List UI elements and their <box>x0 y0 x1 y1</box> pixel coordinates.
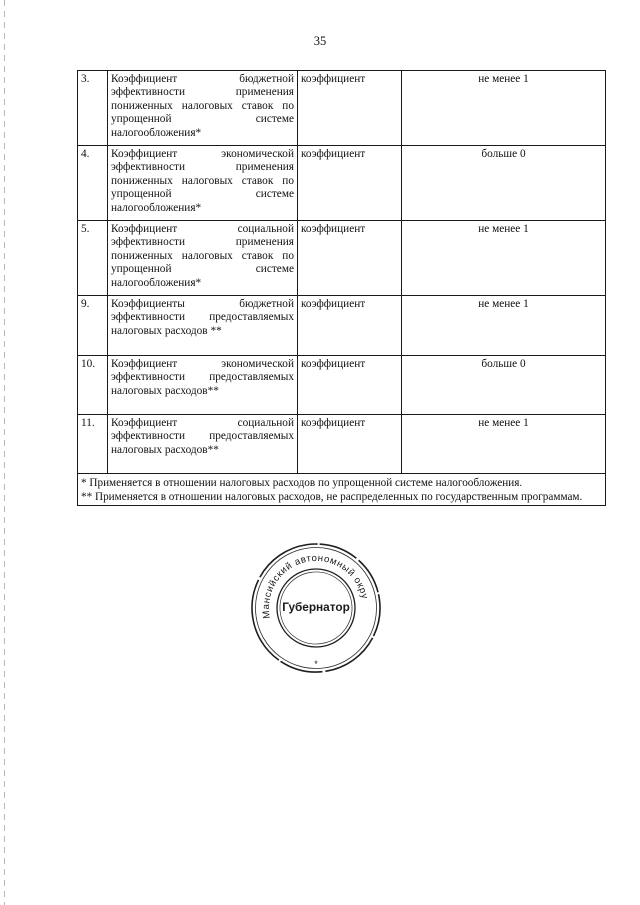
seal-center-text: Губернатор <box>282 600 350 614</box>
unit-cell: коэффициент <box>298 415 402 474</box>
table-row <box>78 71 606 146</box>
target-value: не менее 1 <box>402 415 606 474</box>
target-value: не менее 1 <box>402 221 606 296</box>
unit-cell: коэффициент <box>298 296 402 356</box>
governor-seal <box>248 540 384 676</box>
seal-ring-text: Ханты-Мансийский автономный округ <box>260 552 371 620</box>
indicators-table <box>77 70 606 506</box>
indicator-name: Коэффициенты бюджетной эффективности предоставляемых налоговых расходов ** <box>108 296 298 356</box>
target-value: не менее 1 <box>402 71 606 146</box>
row-number: 4. <box>78 146 108 221</box>
indicator-name: Коэффициент социальной эффективности предоставляемых налоговых расходов** <box>108 415 298 474</box>
unit-cell: коэффициент <box>298 221 402 296</box>
footnote-double-star: ** Применяется в отношении налоговых расходов, не распределенных по государственным программам. <box>81 491 583 503</box>
row-number: 9. <box>78 296 108 356</box>
unit-cell: коэффициент <box>298 146 402 221</box>
footnotes-cell <box>78 474 606 506</box>
row-number: 10. <box>78 356 108 415</box>
indicator-name: Коэффициент бюджетной эффективности применения пониженных налоговых ставок по упрощенной системе налогообложения* <box>108 71 298 146</box>
table-row <box>78 356 606 415</box>
table-row <box>78 146 606 221</box>
page-number: 35 <box>313 34 327 48</box>
table-row <box>78 221 606 296</box>
row-number: 3. <box>78 71 108 146</box>
footnote-single-star: * Применяется в отношении налоговых расходов по упрощенной системе налогообложения. <box>81 477 523 489</box>
target-value: больше 0 <box>402 146 606 221</box>
unit-cell: коэффициент <box>298 71 402 146</box>
row-number: 11. <box>78 415 108 474</box>
target-value: больше 0 <box>402 356 606 415</box>
scan-edge-mark <box>4 0 5 905</box>
indicator-name: Коэффициент экономической эффективности предоставляемых налоговых расходов** <box>108 356 298 415</box>
seal-graphic <box>248 540 384 676</box>
table-row <box>78 415 606 474</box>
table-row <box>78 296 606 356</box>
target-value: не менее 1 <box>402 296 606 356</box>
seal-star-icon: * <box>314 659 318 669</box>
row-number: 5. <box>78 221 108 296</box>
indicator-name: Коэффициент социальной эффективности применения пониженных налоговых ставок по упрощенной системе налогообложения* <box>108 221 298 296</box>
unit-cell: коэффициент <box>298 356 402 415</box>
footnotes-row <box>78 474 606 506</box>
indicator-name: Коэффициент экономической эффективности применения пониженных налоговых ставок по упрощенной системе налогообложения* <box>108 146 298 221</box>
